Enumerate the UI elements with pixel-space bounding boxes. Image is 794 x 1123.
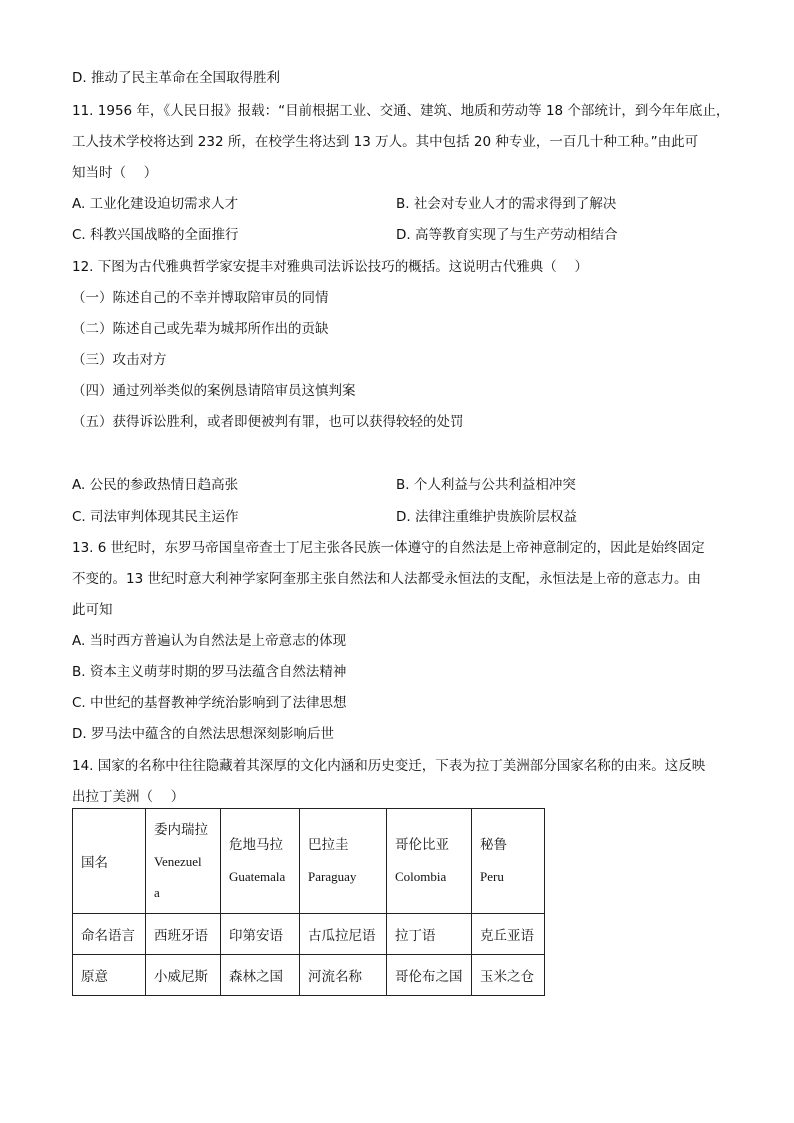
q12-option-b[interactable]: B. 个人利益与公共利益相冲突 xyxy=(396,477,576,493)
country-name-cn: 秘鲁 xyxy=(480,837,507,853)
q10-option-d: D. 推动了民主革命在全国取得胜利 xyxy=(72,70,280,86)
q11-stem-line-2: 工人技术学校将达到 232 所，在校学生将达到 13 万人。其中包括 20 种专业，一百几十种工种。”由此可 xyxy=(72,134,699,150)
q13-stem-line-3: 此可知 xyxy=(72,602,113,618)
q12-item-2: （二）陈述自己或先辈为城邦所作出的贡缺 xyxy=(72,321,329,337)
q12-item-3: （三）攻击对方 xyxy=(72,352,167,368)
language-cell: 克丘亚语 xyxy=(472,914,545,955)
country-name-cn: 危地马拉 xyxy=(229,837,283,853)
q14-stem-line-2: 出拉丁美洲（ ） xyxy=(72,789,185,805)
q12-option-c[interactable]: C. 司法审判体现其民主运作 xyxy=(72,509,239,525)
table-row xyxy=(73,809,545,914)
row-label-meaning: 原意 xyxy=(73,955,146,996)
q13-option-a[interactable]: A. 当时西方普遍认为自然法是上帝意志的体现 xyxy=(72,633,347,649)
country-cell xyxy=(387,809,472,914)
q11-stem-line-3: 知当时（ ） xyxy=(72,165,158,181)
meaning-cell: 玉米之仓 xyxy=(472,955,545,996)
table-row xyxy=(73,955,545,996)
country-cell xyxy=(472,809,545,914)
q12-option-a[interactable]: A. 公民的参政热情日趋高张 xyxy=(72,477,239,493)
q12-item-1: （一）陈述自己的不幸并博取陪审员的同情 xyxy=(72,290,329,306)
q11-option-c[interactable]: C. 科教兴国战略的全面推行 xyxy=(72,227,239,243)
language-cell: 拉丁语 xyxy=(387,914,472,955)
table-row xyxy=(73,914,545,955)
q14-stem-line-1: 14. 国家的名称中往往隐藏着其深厚的文化内涵和历史变迁，下表为拉丁美洲部分国家名称的由来。这反映 xyxy=(72,758,706,774)
row-label-language: 命名语言 xyxy=(73,914,146,955)
meaning-cell: 小威尼斯 xyxy=(146,955,221,996)
country-name-cn: 巴拉圭 xyxy=(308,837,349,853)
q12-item-5: （五）获得诉讼胜利，或者即便被判有罪，也可以获得较轻的处罚 xyxy=(72,414,464,430)
country-cell xyxy=(300,809,387,914)
country-name-cn: 委内瑞拉 xyxy=(154,821,208,838)
row-label-country: 国名 xyxy=(73,809,146,914)
country-cell xyxy=(221,809,300,914)
country-name-en: Colombia xyxy=(395,869,447,884)
q12-stem: 12. 下图为古代雅典哲学家安提丰对雅典司法诉讼技巧的概括。这说明古代雅典（ ） xyxy=(72,259,589,275)
language-cell: 印第安语 xyxy=(221,914,300,955)
q13-stem-line-2: 不变的。13 世纪时意大利神学家阿奎那主张自然法和人法都受永恒法的支配，永恒法是上帝的意志力。由 xyxy=(72,571,701,587)
country-name-en: Peru xyxy=(480,869,504,884)
country-name-cn: 哥伦比亚 xyxy=(395,837,449,853)
country-cell xyxy=(146,809,221,914)
country-name-en: Venezuel xyxy=(154,853,202,869)
country-name-en: Paraguay xyxy=(308,869,357,884)
q13-stem-line-1: 13. 6 世纪时，东罗马帝国皇帝查士丁尼主张各民族一体遵守的自然法是上帝神意制定的，因此是始终固定 xyxy=(72,540,705,556)
country-name-en-wrap: a xyxy=(154,884,160,900)
meaning-cell: 哥伦布之国 xyxy=(387,955,472,996)
q11-stem-line-1: 11. 1956 年，《人民日报》报载：“目前根据工业、交通、建筑、地质和劳动等 18 个部统计，到今年年底止， xyxy=(72,103,730,119)
q13-option-c[interactable]: C. 中世纪的基督教神学统治影响到了法律思想 xyxy=(72,695,347,711)
q11-option-a[interactable]: A. 工业化建设迫切需求人才 xyxy=(72,196,239,212)
q13-option-d[interactable]: D. 罗马法中蕴含的自然法思想深刻影响后世 xyxy=(72,726,334,742)
q11-option-d[interactable]: D. 高等教育实现了与生产劳动相结合 xyxy=(396,227,618,243)
meaning-cell: 河流名称 xyxy=(300,955,387,996)
meaning-cell: 森林之国 xyxy=(221,955,300,996)
country-names-table xyxy=(72,808,545,996)
language-cell: 西班牙语 xyxy=(146,914,221,955)
q12-option-d[interactable]: D. 法律注重维护贵族阶层权益 xyxy=(396,509,577,525)
q11-option-b[interactable]: B. 社会对专业人才的需求得到了解决 xyxy=(396,196,617,212)
country-name-en: Guatemala xyxy=(229,869,286,884)
language-cell: 古瓜拉尼语 xyxy=(300,914,387,955)
q12-item-4: （四）通过列举类似的案例恳请陪审员这慎判案 xyxy=(72,383,356,399)
q13-option-b[interactable]: B. 资本主义萌芽时期的罗马法蕴含自然法精神 xyxy=(72,664,347,680)
